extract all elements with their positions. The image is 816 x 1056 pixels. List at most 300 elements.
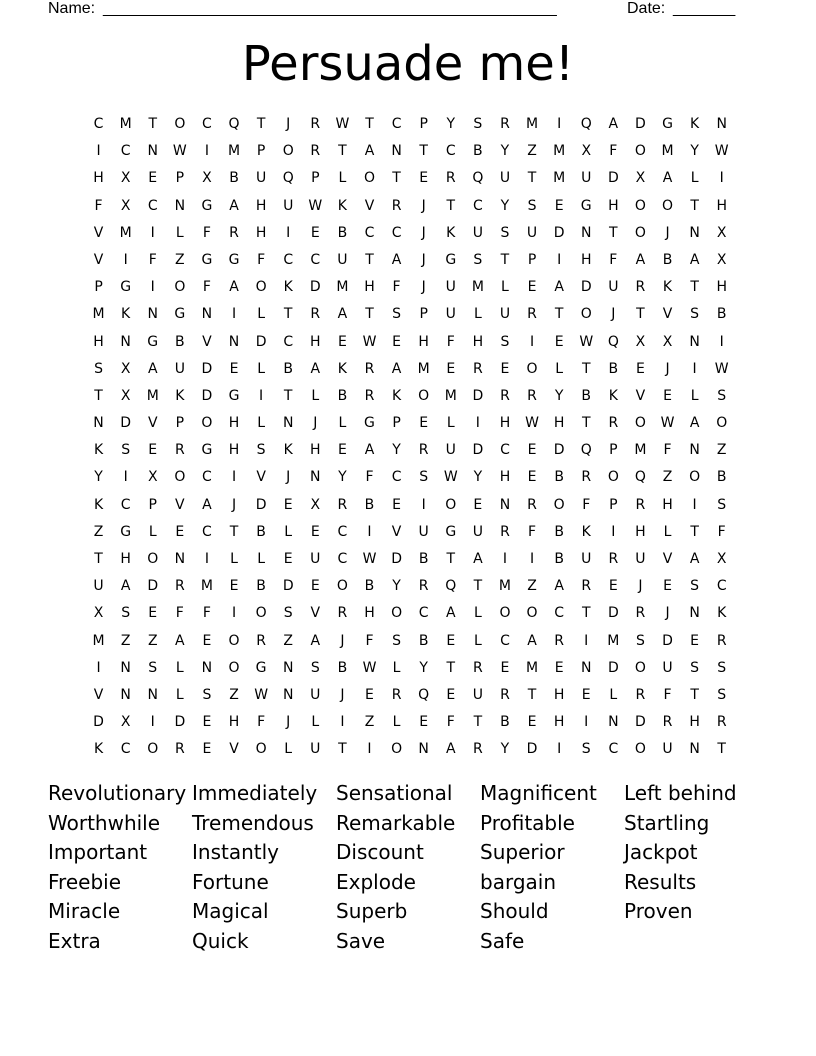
grid-letter: E <box>392 496 401 513</box>
grid-letter: S <box>717 659 727 676</box>
grid-letter: F <box>609 143 618 160</box>
grid-letter: W <box>714 360 729 377</box>
grid-letter: J <box>421 197 426 214</box>
grid-letter: L <box>257 306 266 323</box>
grid-letter: O <box>255 279 267 296</box>
grid-letter: I <box>259 387 264 404</box>
grid-letter: L <box>230 551 238 567</box>
grid-letter: L <box>473 605 482 622</box>
grid-letter: B <box>473 143 483 160</box>
grid-letter: R <box>472 360 483 377</box>
grid-letter: R <box>500 686 510 703</box>
grid-letter: H <box>553 415 565 432</box>
grid-letter: R <box>716 632 727 649</box>
grid-letter: H <box>364 279 375 296</box>
grid-letter: R <box>608 551 619 567</box>
grid-letter: E <box>283 496 293 513</box>
word-list-item: Miracle <box>48 899 121 924</box>
grid-letter: B <box>554 523 564 540</box>
grid-letter: R <box>500 523 510 540</box>
grid-letter: N <box>689 224 700 241</box>
grid-letter: I <box>502 551 508 567</box>
grid-letter: O <box>174 279 186 296</box>
grid-letter: W <box>525 415 539 432</box>
grid-letter: K <box>175 387 185 404</box>
grid-letter: I <box>123 251 128 268</box>
grid-letter: C <box>283 251 294 268</box>
grid-letter: R <box>310 143 321 160</box>
grid-letter: S <box>500 224 510 241</box>
word-list <box>48 780 768 958</box>
grid-letter: K <box>581 523 591 540</box>
grid-letter: O <box>607 469 619 486</box>
grid-letter: R <box>527 496 537 513</box>
grid-letter: W <box>579 333 594 350</box>
grid-letter: F <box>175 605 184 622</box>
grid-letter: I <box>96 659 101 676</box>
grid-letter: C <box>554 605 565 622</box>
grid-letter: L <box>175 686 184 703</box>
grid-letter: Q <box>228 116 240 132</box>
grid-letter: K <box>283 442 293 459</box>
grid-letter: B <box>337 387 348 404</box>
grid-letter: T <box>148 116 158 132</box>
grid-letter: N <box>689 741 700 758</box>
grid-letter: D <box>607 659 619 676</box>
grid-letter: Z <box>527 143 537 160</box>
grid-letter: L <box>473 306 482 323</box>
grid-letter: N <box>147 143 158 160</box>
grid-letter: R <box>472 741 483 758</box>
grid-letter: N <box>282 659 294 676</box>
grid-letter: E <box>500 360 510 377</box>
grid-letter: T <box>473 578 483 595</box>
grid-letter: T <box>446 551 456 567</box>
grid-letter: G <box>201 251 213 268</box>
grid-letter: O <box>255 741 267 758</box>
grid-letter: U <box>581 170 592 187</box>
grid-letter: L <box>284 741 293 758</box>
word-list-item: Superb <box>336 899 408 924</box>
grid-letter: B <box>364 578 375 595</box>
grid-letter: U <box>499 306 511 323</box>
grid-letter: Z <box>716 442 727 459</box>
grid-letter: O <box>174 116 186 132</box>
grid-letter: K <box>283 279 293 296</box>
grid-letter: O <box>445 496 457 513</box>
grid-letter: L <box>338 415 347 432</box>
grid-letter: I <box>557 741 562 758</box>
grid-letter: A <box>202 496 212 513</box>
grid-letter: P <box>609 496 618 513</box>
grid-letter: N <box>689 442 700 459</box>
grid-letter: C <box>391 224 402 241</box>
grid-letter: T <box>636 306 645 323</box>
grid-letter: C <box>472 197 483 214</box>
grid-letter: Z <box>229 686 239 703</box>
grid-letter: V <box>93 224 104 241</box>
word-list-item: Discount <box>336 840 424 865</box>
grid-letter: T <box>690 686 699 703</box>
grid-letter: V <box>175 496 185 513</box>
grid-letter: I <box>367 741 372 758</box>
grid-letter: E <box>419 714 429 731</box>
grid-letter: D <box>635 116 646 132</box>
grid-letter: F <box>202 279 211 296</box>
grid-letter: H <box>93 170 104 187</box>
grid-letter: D <box>201 387 213 404</box>
word-list-item: Safe <box>480 928 525 953</box>
grid-letter: H <box>228 415 240 432</box>
grid-letter: B <box>500 714 510 731</box>
grid-letter: S <box>690 306 700 323</box>
grid-letter: H <box>499 469 511 486</box>
grid-letter: Q <box>418 686 430 703</box>
grid-letter: E <box>202 741 212 758</box>
grid-letter: P <box>94 279 103 296</box>
grid-letter: R <box>581 578 592 595</box>
grid-letter: B <box>716 469 727 486</box>
grid-letter: M <box>92 306 105 323</box>
grid-letter: O <box>716 415 728 432</box>
grid-letter: K <box>690 116 700 132</box>
grid-letter: H <box>499 415 511 432</box>
grid-letter: K <box>608 387 618 404</box>
grid-letter: L <box>257 360 266 377</box>
grid-letter: R <box>608 415 619 432</box>
grid-letter: I <box>692 360 697 377</box>
grid-letter: T <box>392 170 401 187</box>
grid-letter: S <box>717 496 727 513</box>
grid-letter: E <box>663 387 672 404</box>
grid-letter: M <box>444 387 457 404</box>
grid-letter: D <box>607 605 619 622</box>
grid-letter: G <box>364 415 375 432</box>
grid-letter: Q <box>472 170 484 187</box>
grid-letter: O <box>255 605 267 622</box>
grid-letter: I <box>231 306 237 323</box>
grid-letter: U <box>581 551 592 567</box>
grid-letter: I <box>584 714 589 731</box>
grid-letter: S <box>202 686 212 703</box>
grid-letter: R <box>229 224 239 241</box>
grid-letter: Y <box>392 578 401 595</box>
grid-letter: G <box>201 442 213 459</box>
grid-letter: L <box>175 659 184 676</box>
grid-letter: E <box>608 578 618 595</box>
grid-letter: Z <box>283 632 293 649</box>
grid-letter: U <box>662 741 673 758</box>
grid-letter: H <box>716 279 727 296</box>
grid-letter: R <box>500 387 510 404</box>
grid-letter: D <box>201 360 213 377</box>
grid-letter: S <box>581 741 591 758</box>
grid-letter: G <box>120 523 132 540</box>
word-list-item: Save <box>336 928 386 953</box>
grid-letter: N <box>418 741 429 758</box>
grid-letter: E <box>663 578 672 595</box>
grid-letter: R <box>581 469 592 486</box>
grid-letter: S <box>473 116 483 132</box>
date-blank-line: _______ <box>673 0 736 17</box>
word-list-item: Magical <box>192 899 269 924</box>
grid-letter: E <box>148 170 158 187</box>
grid-letter: D <box>255 496 267 513</box>
grid-letter: E <box>310 578 320 595</box>
grid-letter: T <box>365 306 374 323</box>
grid-letter: I <box>204 551 209 567</box>
grid-letter: T <box>527 170 537 187</box>
grid-letter: H <box>716 197 727 214</box>
grid-letter: I <box>529 551 535 567</box>
grid-letter: A <box>608 116 619 132</box>
grid-letter: I <box>557 116 562 132</box>
grid-letter: E <box>202 714 212 731</box>
grid-letter: S <box>690 659 700 676</box>
grid-letter: F <box>446 714 455 731</box>
grid-letter: A <box>554 578 564 595</box>
grid-letter: B <box>337 224 348 241</box>
grid-letter: C <box>391 116 402 132</box>
grid-letter: C <box>500 442 510 459</box>
grid-letter: M <box>119 224 132 241</box>
grid-letter: I <box>286 224 291 241</box>
grid-letter: M <box>227 143 241 160</box>
grid-letter: Z <box>93 523 104 540</box>
grid-letter: O <box>634 659 646 676</box>
grid-letter: T <box>365 116 374 132</box>
grid-letter: S <box>94 360 103 377</box>
grid-letter: Y <box>94 469 103 486</box>
grid-letter: C <box>202 523 212 540</box>
grid-letter: U <box>608 279 619 296</box>
grid-letter: F <box>528 523 537 540</box>
grid-letter: R <box>635 279 646 296</box>
grid-letter: E <box>527 714 537 731</box>
grid-letter: O <box>201 415 213 432</box>
name-blank-line: ___________________________________________________ <box>103 0 557 17</box>
grid-letter: E <box>554 659 564 676</box>
grid-letter: O <box>526 605 538 622</box>
grid-letter: J <box>286 469 291 486</box>
grid-letter: T <box>419 143 428 160</box>
grid-letter: L <box>148 523 157 540</box>
grid-letter: K <box>717 605 727 622</box>
grid-letter: H <box>418 333 429 350</box>
grid-letter: A <box>310 632 321 649</box>
grid-letter: N <box>716 116 727 132</box>
grid-letter: T <box>256 116 266 132</box>
grid-letter: L <box>338 170 347 187</box>
grid-letter: E <box>446 632 456 649</box>
grid-letter: U <box>635 551 646 567</box>
grid-letter: D <box>282 578 294 595</box>
grid-letter: A <box>364 143 375 160</box>
grid-letter: X <box>120 387 131 404</box>
word-list-item: Left behind <box>624 781 737 805</box>
grid-letter: E <box>148 442 158 459</box>
grid-letter: M <box>661 143 674 160</box>
grid-letter: A <box>445 741 456 758</box>
grid-letter: S <box>148 659 158 676</box>
grid-letter: Q <box>282 170 294 187</box>
word-list-item: Extra <box>48 928 101 953</box>
grid-letter: O <box>147 741 159 758</box>
word-list-item: Instantly <box>192 840 280 865</box>
grid-letter: S <box>419 469 429 486</box>
grid-letter: D <box>607 170 619 187</box>
word-list-item: Proven <box>624 899 693 924</box>
grid-letter: T <box>554 306 564 323</box>
grid-letter: R <box>174 578 185 595</box>
grid-letter: F <box>365 632 374 649</box>
grid-letter: X <box>120 360 131 377</box>
grid-letter: U <box>445 279 456 296</box>
grid-letter: J <box>286 116 291 132</box>
word-list-item: Magnificent <box>480 781 597 805</box>
grid-letter: R <box>716 714 727 731</box>
grid-letter: T <box>690 197 699 214</box>
grid-letter: T <box>609 224 618 241</box>
grid-letter: E <box>202 632 212 649</box>
grid-letter: Z <box>527 578 537 595</box>
grid-letter: O <box>634 415 646 432</box>
grid-letter: S <box>717 686 727 703</box>
grid-letter: V <box>256 469 266 486</box>
grid-letter: D <box>93 714 104 731</box>
grid-letter: X <box>716 551 727 567</box>
grid-letter: W <box>335 116 350 132</box>
grid-letter: T <box>446 197 456 214</box>
grid-letter: H <box>608 197 619 214</box>
grid-letter: H <box>662 496 673 513</box>
grid-letter: O <box>689 469 701 486</box>
grid-letter: X <box>202 170 212 187</box>
grid-letter: H <box>228 442 240 459</box>
grid-letter: N <box>391 143 402 160</box>
grid-letter: S <box>121 442 131 459</box>
grid-letter: U <box>93 578 104 595</box>
grid-letter: N <box>689 333 700 350</box>
grid-letter: C <box>202 116 212 132</box>
grid-letter: G <box>228 251 240 268</box>
grid-letter: D <box>174 714 186 731</box>
word-list-item: Quick <box>192 928 249 953</box>
word-list-item: Immediately <box>192 781 318 805</box>
grid-letter: R <box>635 686 646 703</box>
grid-letter: R <box>527 387 537 404</box>
grid-letter: U <box>445 442 456 459</box>
grid-letter: D <box>472 387 484 404</box>
grid-letter: C <box>310 251 321 268</box>
grid-letter: R <box>174 442 185 459</box>
grid-letter: O <box>228 632 240 649</box>
grid-letter: A <box>527 632 537 649</box>
grid-letter: N <box>282 686 294 703</box>
grid-letter: J <box>665 360 670 377</box>
grid-letter: O <box>391 605 403 622</box>
grid-letter: L <box>311 387 320 404</box>
grid-letter: P <box>175 170 185 187</box>
grid-letter: R <box>364 360 375 377</box>
grid-letter: Z <box>147 632 158 649</box>
grid-letter: E <box>283 551 293 567</box>
grid-letter: P <box>527 251 537 268</box>
grid-letter: U <box>472 686 483 703</box>
grid-letter: M <box>146 387 159 404</box>
grid-letter: K <box>121 306 131 323</box>
grid-letter: H <box>310 442 321 459</box>
grid-letter: I <box>611 523 616 540</box>
grid-letter: C <box>445 143 456 160</box>
grid-letter: F <box>365 469 374 486</box>
grid-letter: G <box>580 197 592 214</box>
grid-letter: V <box>635 387 646 404</box>
grid-letter: W <box>660 415 675 432</box>
grid-letter: H <box>553 686 565 703</box>
grid-letter: R <box>445 170 456 187</box>
grid-letter: G <box>201 197 213 214</box>
grid-letter: N <box>93 415 104 432</box>
grid-letter: N <box>120 686 131 703</box>
grid-letter: C <box>93 116 104 132</box>
grid-letter: A <box>364 442 375 459</box>
grid-letter: G <box>662 116 673 132</box>
grid-letter: K <box>93 442 104 459</box>
grid-letter: U <box>310 686 321 703</box>
grid-letter: C <box>120 143 131 160</box>
grid-letter: D <box>662 632 673 649</box>
grid-letter: J <box>340 632 345 649</box>
grid-letter: L <box>690 170 699 187</box>
grid-letter: R <box>418 442 429 459</box>
grid-letter: I <box>692 496 697 513</box>
grid-letter: S <box>635 632 645 649</box>
grid-letter: V <box>147 415 158 432</box>
word-list-item: Important <box>48 840 148 865</box>
grid-letter: X <box>120 714 131 731</box>
grid-letter: M <box>471 279 484 296</box>
grid-letter: J <box>286 714 291 731</box>
grid-letter: H <box>635 523 646 540</box>
grid-letter: I <box>150 279 155 296</box>
grid-letter: H <box>120 551 131 567</box>
grid-letter: N <box>147 306 158 323</box>
grid-letter: L <box>392 659 401 676</box>
grid-letter: D <box>309 279 321 296</box>
grid-letter: H <box>689 714 700 731</box>
grid-letter: E <box>554 333 564 350</box>
grid-letter: N <box>499 496 511 513</box>
grid-letter: O <box>174 469 186 486</box>
grid-letter: A <box>689 551 700 567</box>
grid-letter: B <box>175 333 185 350</box>
grid-letter: N <box>580 659 592 676</box>
grid-letter: B <box>418 551 429 567</box>
grid-letter: H <box>93 333 104 350</box>
word-list-item: Jackpot <box>624 840 698 865</box>
grid-letter: W <box>362 333 377 350</box>
grid-letter: A <box>337 306 348 323</box>
grid-letter: Z <box>120 632 131 649</box>
grid-letter: J <box>665 224 670 241</box>
grid-letter: U <box>472 523 483 540</box>
grid-letter: P <box>419 116 428 132</box>
grid-letter: B <box>364 496 375 513</box>
grid-letter: T <box>338 741 347 758</box>
grid-letter: F <box>609 251 618 268</box>
grid-letter: A <box>391 360 402 377</box>
